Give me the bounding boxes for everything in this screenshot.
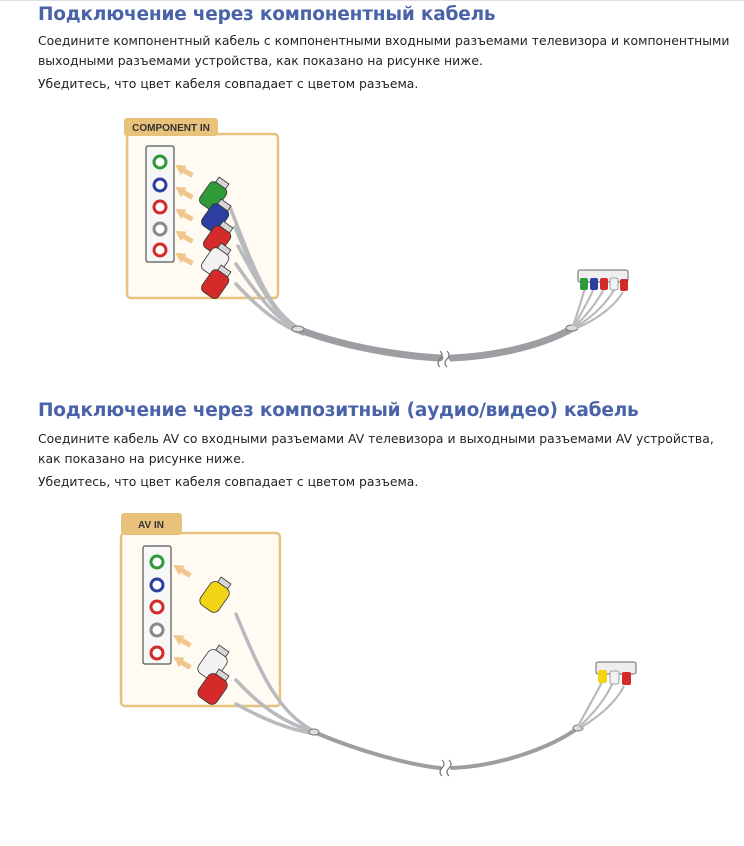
section-component-title: Подключение через компонентный кабель [38, 4, 496, 25]
jack-white [154, 223, 166, 235]
top-rule [0, 0, 744, 1]
section-composite-paragraph-2: Убедитесь, что цвет кабеля совпадает с цветом разъема. [38, 474, 419, 489]
component-far-plugs [580, 278, 628, 291]
jack-red-2 [154, 244, 166, 256]
av-cables-far [578, 682, 624, 728]
section-component-paragraph-1: Соедините компонентный кабель с компонентными входными разъемами телевизора и компонентными выходными разъемами устройства, как показано на рисунке ниже. [38, 33, 730, 68]
av-far-plugs [598, 670, 631, 685]
section-component-paragraph-2: Убедитесь, что цвет кабеля совпадает с цветом разъема. [38, 76, 419, 91]
section-composite-paragraph-1: Соедините кабель AV со входными разъемами AV телевизора и выходными разъемами AV устройства, как показано на рисунке ниже. [38, 431, 714, 466]
jack-red [151, 601, 163, 613]
component-in-label: COMPONENT IN [132, 123, 210, 134]
component-connection-figure [0, 112, 744, 374]
composite-connection-diagram [0, 508, 744, 788]
jack-red-2 [151, 647, 163, 659]
jack-green [151, 556, 163, 568]
jack-white [151, 624, 163, 636]
jack-green [154, 156, 166, 168]
component-cables-far [573, 288, 623, 328]
jack-red [154, 201, 166, 213]
jack-blue [154, 179, 166, 191]
component-connection-diagram [0, 112, 744, 374]
jack-blue [151, 579, 163, 591]
section-composite-title: Подключение через композитный (аудио/видео) кабель [38, 400, 639, 421]
composite-connection-figure [0, 508, 744, 788]
av-in-label: AV IN [138, 520, 164, 531]
